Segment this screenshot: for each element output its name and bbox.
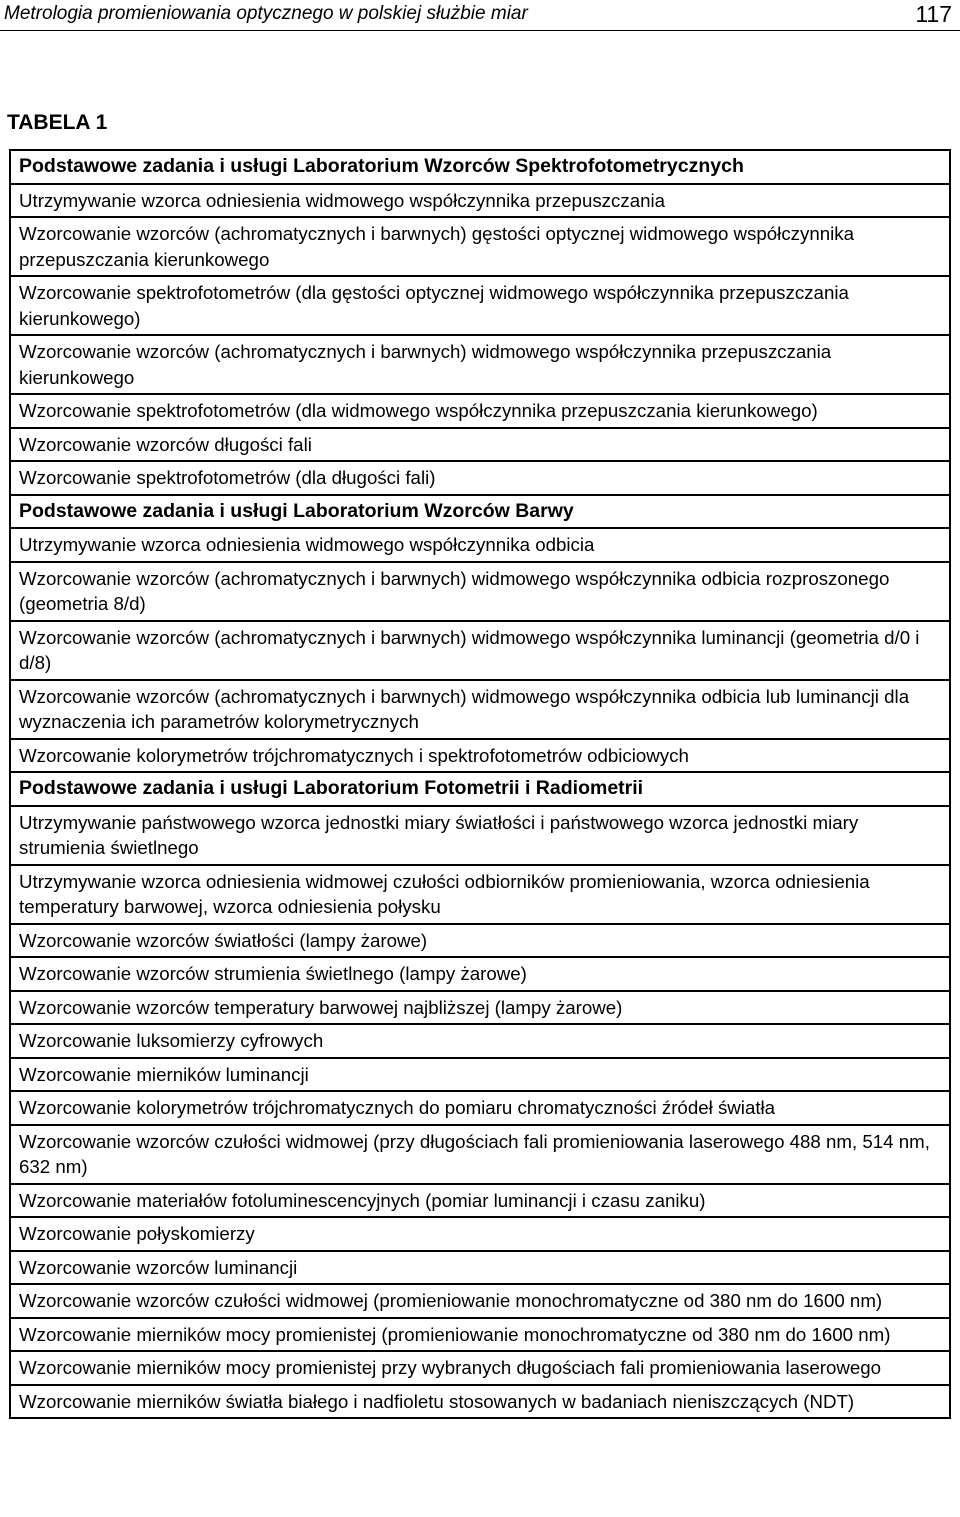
table-row — [10, 865, 950, 924]
table-row — [10, 184, 950, 218]
table-cell: Wzorcowanie kolorymetrów trójchromatycznych do pomiaru chromatyczności źródeł światła — [10, 1091, 950, 1125]
table-row — [10, 1251, 950, 1285]
table-row — [10, 528, 950, 562]
table-section-heading-row — [10, 495, 950, 529]
table-cell: Wzorcowanie wzorców (achromatycznych i barwnych) widmowego współczynnika przepuszczania kierunkowego — [10, 335, 950, 394]
table-row — [10, 1091, 950, 1125]
table-row — [10, 1217, 950, 1251]
table-cell: Wzorcowanie wzorców czułości widmowej (promieniowanie monochromatyczne od 380 nm do 1600 nm) — [10, 1284, 950, 1318]
table-cell: Wzorcowanie wzorców (achromatycznych i barwnych) widmowego współczynnika odbicia lub luminancji dla wyznaczenia ich parametrów kolorymetrycznych — [10, 680, 950, 739]
table-section-heading-row — [10, 150, 950, 184]
table-cell: Wzorcowanie wzorców luminancji — [10, 1251, 950, 1285]
table-row — [10, 335, 950, 394]
table-row — [10, 924, 950, 958]
table-cell: Wzorcowanie mierników luminancji — [10, 1058, 950, 1092]
table-section-heading-row — [10, 772, 950, 806]
table-row — [10, 957, 950, 991]
page-number: 117 — [915, 1, 952, 27]
table-cell: Utrzymywanie wzorca odniesienia widmowej czułości odbiorników promieniowania, wzorca odniesienia temperatury barwowej, wzorca odniesienia połysku — [10, 865, 950, 924]
table-row — [10, 621, 950, 680]
table-cell: Wzorcowanie luksomierzy cyfrowych — [10, 1024, 950, 1058]
services-table-body — [10, 150, 950, 1418]
table-cell: Wzorcowanie spektrofotometrów (dla długości fali) — [10, 461, 950, 495]
table-row — [10, 1318, 950, 1352]
table-cell: Wzorcowanie wzorców (achromatycznych i barwnych) gęstości optycznej widmowego współczynnika przepuszczania kierunkowego — [10, 217, 950, 276]
table-cell: Wzorcowanie wzorców czułości widmowej (przy długościach fali promieniowania laserowego 488 nm, 514 nm, 632 nm) — [10, 1125, 950, 1184]
table-row — [10, 562, 950, 621]
table-row — [10, 1058, 950, 1092]
table-cell: Wzorcowanie kolorymetrów trójchromatycznych i spektrofotometrów odbiciowych — [10, 739, 950, 773]
table-cell: Wzorcowanie mierników mocy promienistej (promieniowanie monochromatyczne od 380 nm do 1600 nm) — [10, 1318, 950, 1352]
table-cell: Wzorcowanie materiałów fotoluminescencyjnych (pomiar luminancji i czasu zaniku) — [10, 1184, 950, 1218]
table-cell: Wzorcowanie połyskomierzy — [10, 1217, 950, 1251]
page-header — [0, 0, 960, 31]
table-row — [10, 991, 950, 1025]
table-row — [10, 1284, 950, 1318]
section-heading-cell: Podstawowe zadania i usługi Laboratorium Wzorców Barwy — [10, 495, 950, 529]
table-cell: Wzorcowanie mierników mocy promienistej przy wybranych długościach fali promieniowania laserowego — [10, 1351, 950, 1385]
table-cell: Wzorcowanie wzorców (achromatycznych i barwnych) widmowego współczynnika luminancji (geometria d/0 i d/8) — [10, 621, 950, 680]
table-row — [10, 680, 950, 739]
section-heading-cell: Podstawowe zadania i usługi Laboratorium Wzorców Spektrofotometrycznych — [10, 150, 950, 184]
table-cell: Wzorcowanie wzorców (achromatycznych i barwnych) widmowego współczynnika odbicia rozproszonego (geometria 8/d) — [10, 562, 950, 621]
table-cell: Utrzymywanie wzorca odniesienia widmowego współczynnika odbicia — [10, 528, 950, 562]
table-row — [10, 276, 950, 335]
table-row — [10, 1385, 950, 1419]
table-cell: Wzorcowanie wzorców temperatury barwowej najbliższej (lampy żarowe) — [10, 991, 950, 1025]
table-label: TABELA 1 — [7, 111, 108, 134]
table-row — [10, 1125, 950, 1184]
table-cell: Utrzymywanie państwowego wzorca jednostki miary światłości i państwowego wzorca jednostki miary strumienia świetlnego — [10, 806, 950, 865]
table-row — [10, 806, 950, 865]
table-row — [10, 1184, 950, 1218]
services-table — [9, 149, 951, 1419]
table-cell: Wzorcowanie mierników światła białego i nadfioletu stosowanych w badaniach nieniszczących (NDT) — [10, 1385, 950, 1419]
table-row — [10, 739, 950, 773]
table-row — [10, 428, 950, 462]
table-cell: Wzorcowanie spektrofotometrów (dla widmowego współczynnika przepuszczania kierunkowego) — [10, 394, 950, 428]
table-row — [10, 461, 950, 495]
table-cell: Wzorcowanie wzorców długości fali — [10, 428, 950, 462]
table-row — [10, 394, 950, 428]
table-cell: Wzorcowanie spektrofotometrów (dla gęstości optycznej widmowego współczynnika przepuszczania kierunkowego) — [10, 276, 950, 335]
table-row — [10, 217, 950, 276]
table-cell: Wzorcowanie wzorców strumienia świetlnego (lampy żarowe) — [10, 957, 950, 991]
running-title: Metrologia promieniowania optycznego w polskiej służbie miar — [4, 3, 528, 24]
table-cell: Wzorcowanie wzorców światłości (lampy żarowe) — [10, 924, 950, 958]
table-cell: Utrzymywanie wzorca odniesienia widmowego współczynnika przepuszczania — [10, 184, 950, 218]
table-row — [10, 1024, 950, 1058]
table-row — [10, 1351, 950, 1385]
section-heading-cell: Podstawowe zadania i usługi Laboratorium Fotometrii i Radiometrii — [10, 772, 950, 806]
